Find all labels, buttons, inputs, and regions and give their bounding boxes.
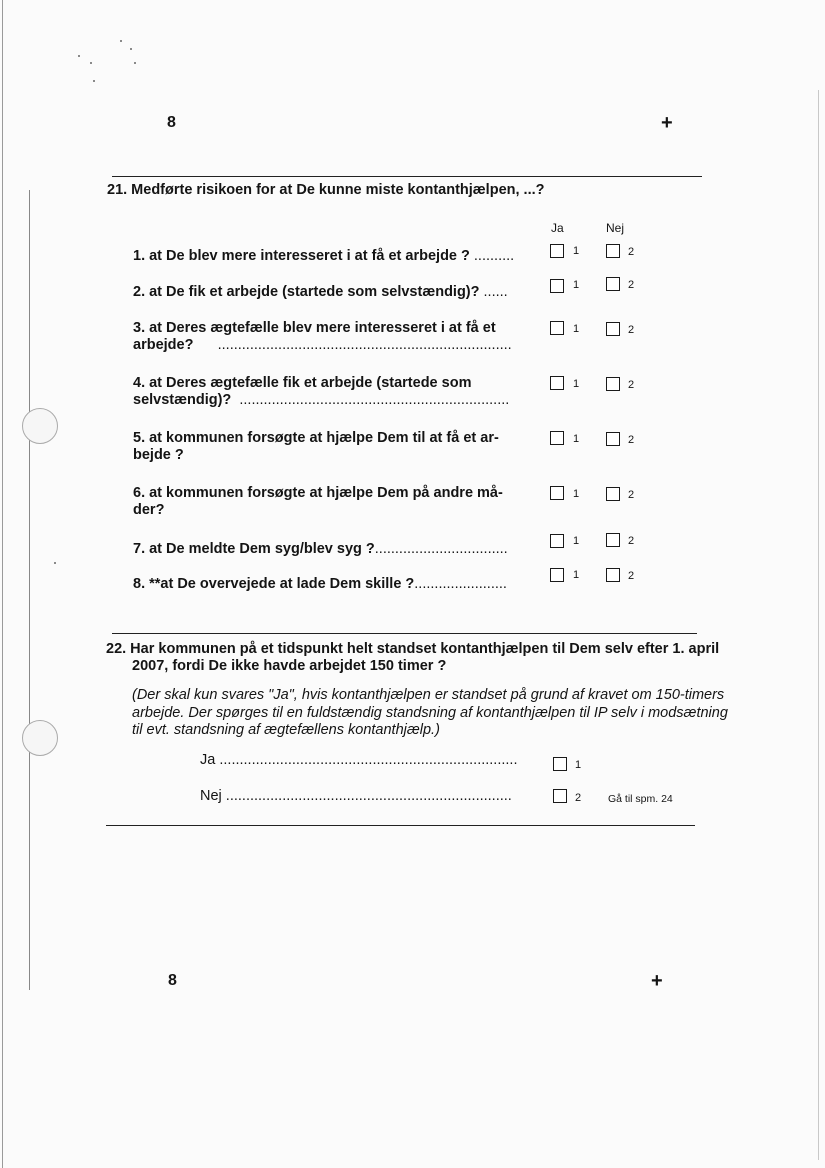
q21-item-4-nej-checkbox[interactable]: [606, 377, 620, 391]
q21-item-6-ja-code: 1: [573, 488, 580, 500]
q21-item-2-nej-code: 2: [628, 279, 635, 291]
q21-item-2: [133, 284, 508, 301]
q21-title: 21. Medførte risikoen for at De kunne miste kontanthjælpen, ...?: [107, 182, 545, 198]
q21-item-7-nej-checkbox[interactable]: [606, 533, 620, 547]
q21-item-3-dots: .........................................................................: [217, 337, 512, 353]
q21-item-4: [133, 375, 509, 409]
margin-line: [29, 190, 30, 990]
punch-hole-top: [22, 408, 58, 444]
punch-hole-bottom: [22, 720, 58, 756]
q21-item-4-ja-code: 1: [573, 378, 580, 390]
q21-item-7: [133, 541, 508, 558]
q22-nej-checkbox[interactable]: [553, 789, 567, 803]
q21-item-8-nej-code: 2: [628, 570, 635, 582]
q22-nej-code: 2: [575, 792, 582, 804]
q21-item-7-dots: .................................: [374, 541, 508, 557]
q21-item-5: [133, 430, 499, 464]
q21-item-1: [133, 248, 514, 265]
q22-note-line2: arbejde. Der spørges til en fuldstændig standsning af kontanthjælpen til IP selv i modsætning: [132, 704, 728, 721]
header-plus-mark: +: [661, 112, 673, 134]
q21-item-8-dots: .......................: [414, 576, 507, 592]
q21-item-8-ja-checkbox[interactable]: [550, 568, 564, 582]
rule-top: [112, 176, 702, 177]
q21-item-4-line1: 4. at Deres ægtefælle fik et arbejde (startede som: [133, 375, 472, 391]
q21-item-6-ja-checkbox[interactable]: [550, 486, 564, 500]
speck: [54, 562, 56, 564]
q21-item-4-line2: [133, 392, 509, 409]
q21-item-5-nej-checkbox[interactable]: [606, 432, 620, 446]
q21-item-1-ja-checkbox[interactable]: [550, 244, 564, 258]
q22-title-line1: 22. Har kommunen på et tidspunkt helt standset kontanthjælpen til Dem selv efter 1. april: [106, 641, 720, 657]
q21-item-6-line1: 6. at kommunen forsøgte at hjælpe Dem på andre må-: [133, 485, 503, 501]
q21-item-1-dots: ..........: [473, 248, 515, 264]
speck: [134, 62, 136, 64]
q22-option-nej-dots: .......................................................................: [225, 788, 512, 804]
q21-item-5-line2: bejde ?: [133, 447, 184, 463]
footer-plus-mark: +: [651, 970, 663, 992]
q22-skip-instruction: Gå til spm. 24: [608, 793, 673, 805]
q21-item-5-ja-code: 1: [573, 433, 580, 445]
q21-item-7-nej-code: 2: [628, 535, 635, 547]
q21-item-6: [133, 485, 503, 519]
q21-item-7-text: 7. at De meldte Dem syg/blev syg ?: [133, 541, 375, 557]
q22-ja-code: 1: [575, 759, 582, 771]
page-right-edge: [818, 90, 819, 1160]
q22-option-nej-label: Nej: [200, 788, 222, 804]
q21-item-3-line2-text: arbejde?: [133, 337, 194, 353]
q22-option-ja-dots: ..........................................................................: [219, 752, 518, 768]
q21-item-2-ja-code: 1: [573, 279, 580, 291]
q21-item-5-nej-code: 2: [628, 434, 635, 446]
q21-item-2-text: 2. at De fik et arbejde (startede som selvstændig)?: [133, 284, 480, 300]
q21-col-nej: Nej: [606, 221, 625, 235]
q21-item-3-ja-code: 1: [573, 323, 580, 335]
q21-item-2-nej-checkbox[interactable]: [606, 277, 620, 291]
rule-middle: [112, 633, 697, 634]
q21-item-8: [133, 576, 507, 593]
rule-bottom: [106, 825, 695, 826]
q21-item-1-nej-checkbox[interactable]: [606, 244, 620, 258]
q21-item-3: [133, 320, 512, 354]
header-page-number: 8: [167, 114, 176, 131]
q21-item-8-nej-checkbox[interactable]: [606, 568, 620, 582]
q21-item-1-nej-code: 2: [628, 246, 635, 258]
q21-item-4-line2-text: selvstændig)?: [133, 392, 232, 408]
q21-item-3-nej-code: 2: [628, 324, 635, 336]
q21-item-1-text: 1. at De blev mere interesseret i at få et arbejde ?: [133, 248, 470, 264]
q22-title: [106, 641, 719, 675]
q21-item-3-line2: [133, 337, 512, 354]
q22-note: [132, 687, 728, 740]
q22-title-line2: 2007, fordi De ikke havde arbejdet 150 timer ?: [132, 658, 447, 674]
q21-item-2-ja-checkbox[interactable]: [550, 279, 564, 293]
q22-option-nej: [200, 788, 512, 804]
q21-item-2-dots: ......: [483, 284, 508, 300]
q21-item-4-ja-checkbox[interactable]: [550, 376, 564, 390]
q21-item-3-nej-checkbox[interactable]: [606, 322, 620, 336]
q21-item-7-ja-code: 1: [573, 535, 580, 547]
q21-item-8-text: 8. **at De overvejede at lade Dem skille ?: [133, 576, 415, 592]
speck: [130, 48, 132, 50]
speck: [78, 55, 80, 57]
q21-item-5-line1: 5. at kommunen forsøgte at hjælpe Dem til at få et ar-: [133, 430, 499, 446]
q22-option-ja-label: Ja: [200, 752, 216, 768]
q21-item-8-ja-code: 1: [573, 569, 580, 581]
q21-item-5-ja-checkbox[interactable]: [550, 431, 564, 445]
speck: [93, 80, 95, 82]
footer-page-number: 8: [168, 972, 177, 989]
q21-item-1-ja-code: 1: [573, 245, 580, 257]
q21-item-3-ja-checkbox[interactable]: [550, 321, 564, 335]
speck: [90, 62, 92, 64]
q21-item-7-ja-checkbox[interactable]: [550, 534, 564, 548]
q22-option-ja: [200, 752, 517, 768]
q22-note-line3: til evt. standsning af ægtefællens kontanthjælp.): [132, 722, 440, 738]
q21-item-6-line2: der?: [133, 502, 165, 518]
q21-item-6-nej-checkbox[interactable]: [606, 487, 620, 501]
q22-note-line1: (Der skal kun svares "Ja", hvis kontanthjælpen er standset på grund af kravet om 150-timers: [132, 687, 725, 703]
q22-ja-checkbox[interactable]: [553, 757, 567, 771]
q21-item-4-nej-code: 2: [628, 379, 635, 391]
q21-item-4-dots: ...................................................................: [239, 392, 510, 408]
q21-col-ja: Ja: [551, 221, 564, 235]
page-left-edge: [2, 0, 3, 1168]
q21-item-6-nej-code: 2: [628, 489, 635, 501]
speck: [120, 40, 122, 42]
q21-item-3-line1: 3. at Deres ægtefælle blev mere interesseret i at få et: [133, 320, 496, 336]
